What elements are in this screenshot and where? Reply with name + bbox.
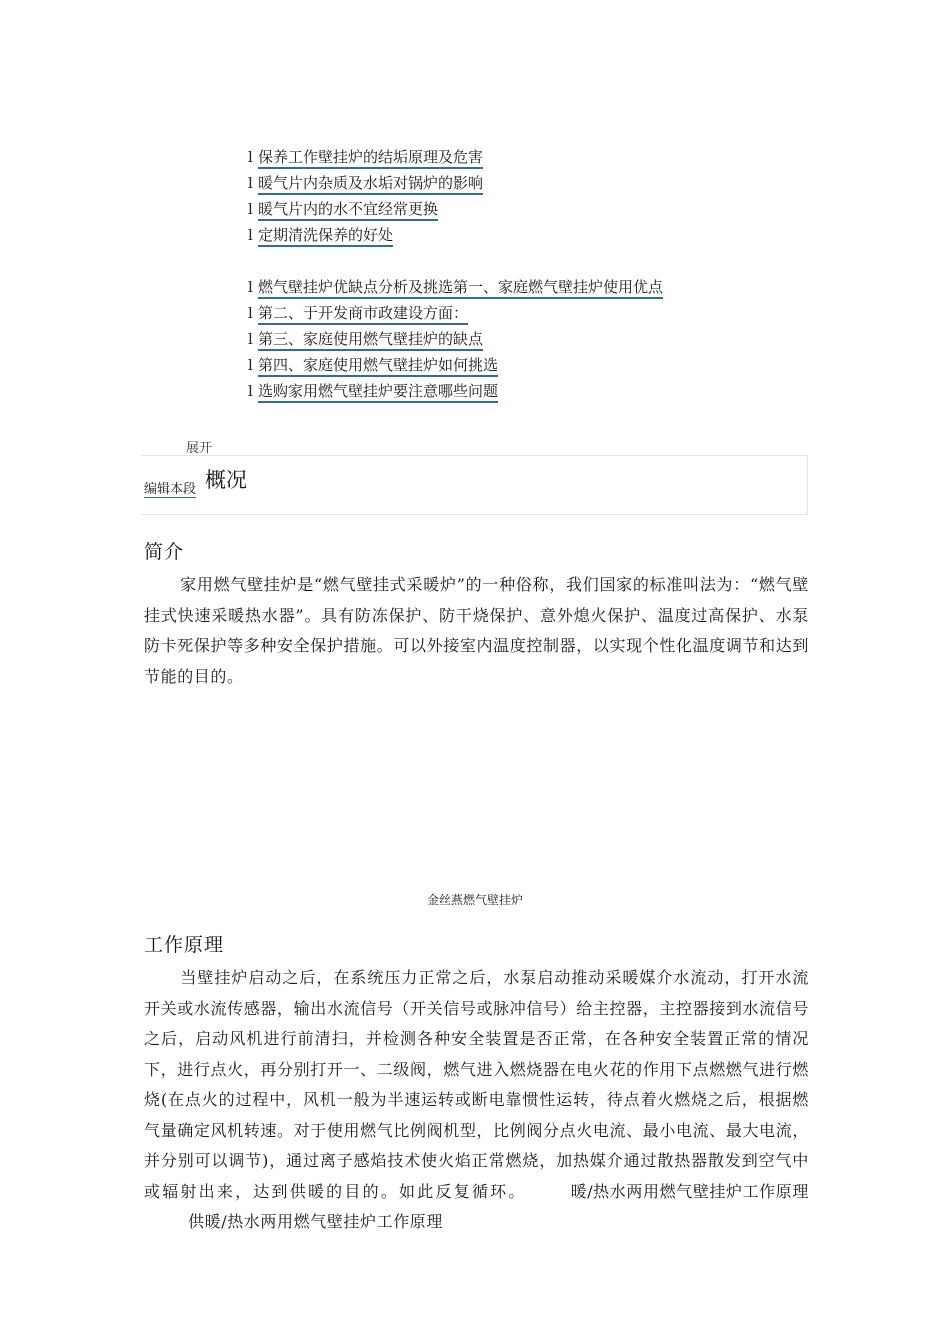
toc-bullet: l bbox=[248, 278, 253, 296]
diagram-caption-2: 供暖/热水两用燃气壁挂炉工作原理 bbox=[188, 1212, 443, 1231]
toc-link[interactable]: 保养工作壁挂炉的结垢原理及危害 bbox=[258, 148, 483, 169]
expand-toggle[interactable]: 展开 bbox=[186, 441, 213, 456]
toc-item[interactable] bbox=[248, 379, 808, 405]
toc-item[interactable] bbox=[248, 275, 808, 301]
toc-link[interactable]: 定期清洗保养的好处 bbox=[258, 226, 393, 247]
section-title: 概况 bbox=[205, 468, 247, 492]
toc-item[interactable] bbox=[248, 171, 808, 197]
toc-link[interactable]: 第四、家庭使用燃气壁挂炉如何挑选 bbox=[258, 356, 498, 377]
toc-link[interactable]: 燃气壁挂炉优缺点分析及挑选第一、家庭燃气壁挂炉使用优点 bbox=[258, 278, 663, 299]
table-of-contents bbox=[248, 145, 808, 405]
image-caption: 金丝燕燃气壁挂炉 bbox=[426, 893, 523, 907]
toc-bullet: l bbox=[248, 148, 253, 166]
toc-link[interactable]: 暖气片内的水不宜经常更换 bbox=[258, 200, 438, 221]
toc-bullet: l bbox=[248, 304, 253, 322]
diagram-caption-1: 暖/热水两用燃气壁挂炉工作原理 bbox=[570, 1181, 809, 1201]
toc-bullet: l bbox=[248, 382, 253, 400]
toc-link[interactable]: 选购家用燃气壁挂炉要注意哪些问题 bbox=[258, 382, 498, 403]
toc-item[interactable] bbox=[248, 223, 808, 249]
principle-text: 当壁挂炉启动之后，在系统压力正常之后，水泵启动推动采暖媒介水流动，打开水流开关或水流传感器，输出水流信号（开关信号或脉冲信号）给主控器，主控器接到水流信号之后，启动风机进行前清扫，并检测各种安全装置是否正常，在各种安全装置正常的情况下，进行点火，再分别打开一、二级阀，燃气进入燃烧器在电火花的作用下点燃燃气进行燃烧(在点火的过程中，风机一般为半速运转或断电靠惯性运转，待点着火燃烧之后，根据燃气量确定风机转速。对于使用燃气比例阀机型，比例阀分点火电流、最小电流、最大电流，并分别可以调节)，通过离子感焰技术使火焰正常燃烧，加热媒介通过散热器散发到空气中或辐射出来，达到供暖的目的。如此反复循环。 bbox=[144, 968, 809, 1201]
toc-bullet: l bbox=[248, 226, 253, 244]
toc-bullet: l bbox=[248, 200, 253, 218]
intro-heading: 简介 bbox=[144, 541, 185, 563]
toc-link[interactable]: 第二、于开发商市政建设方面： bbox=[258, 304, 468, 325]
toc-item[interactable] bbox=[248, 327, 808, 353]
intro-text: 家用燃气壁挂炉是“燃气壁挂式采暖炉”的一种俗称，我们国家的标准叫法为：“燃气壁挂式快速采暖热水器”。具有防冻保护、防干烧保护、意外熄火保护、温度过高保护、水泵防卡死保护等多种安全保护措施。可以外接室内温度控制器，以实现个性化温度调节和达到节能的目的。 bbox=[144, 575, 809, 686]
toc-bullet: l bbox=[248, 174, 253, 192]
principle-paragraph bbox=[144, 963, 809, 1238]
toc-item[interactable] bbox=[248, 301, 808, 327]
toc-item[interactable] bbox=[248, 353, 808, 379]
toc-bullet: l bbox=[248, 356, 253, 374]
toc-link[interactable]: 第三、家庭使用燃气壁挂炉的缺点 bbox=[258, 330, 483, 351]
toc-item[interactable] bbox=[248, 145, 808, 171]
principle-heading: 工作原理 bbox=[144, 934, 225, 956]
toc-bullet: l bbox=[248, 330, 253, 348]
section-header bbox=[141, 455, 808, 515]
toc-link[interactable]: 暖气片内杂质及水垢对锅炉的影响 bbox=[258, 174, 483, 195]
intro-paragraph bbox=[144, 570, 809, 692]
toc-item[interactable] bbox=[248, 197, 808, 223]
edit-section-link[interactable]: 编辑本段 bbox=[144, 478, 196, 498]
toc-spacer bbox=[248, 249, 808, 275]
